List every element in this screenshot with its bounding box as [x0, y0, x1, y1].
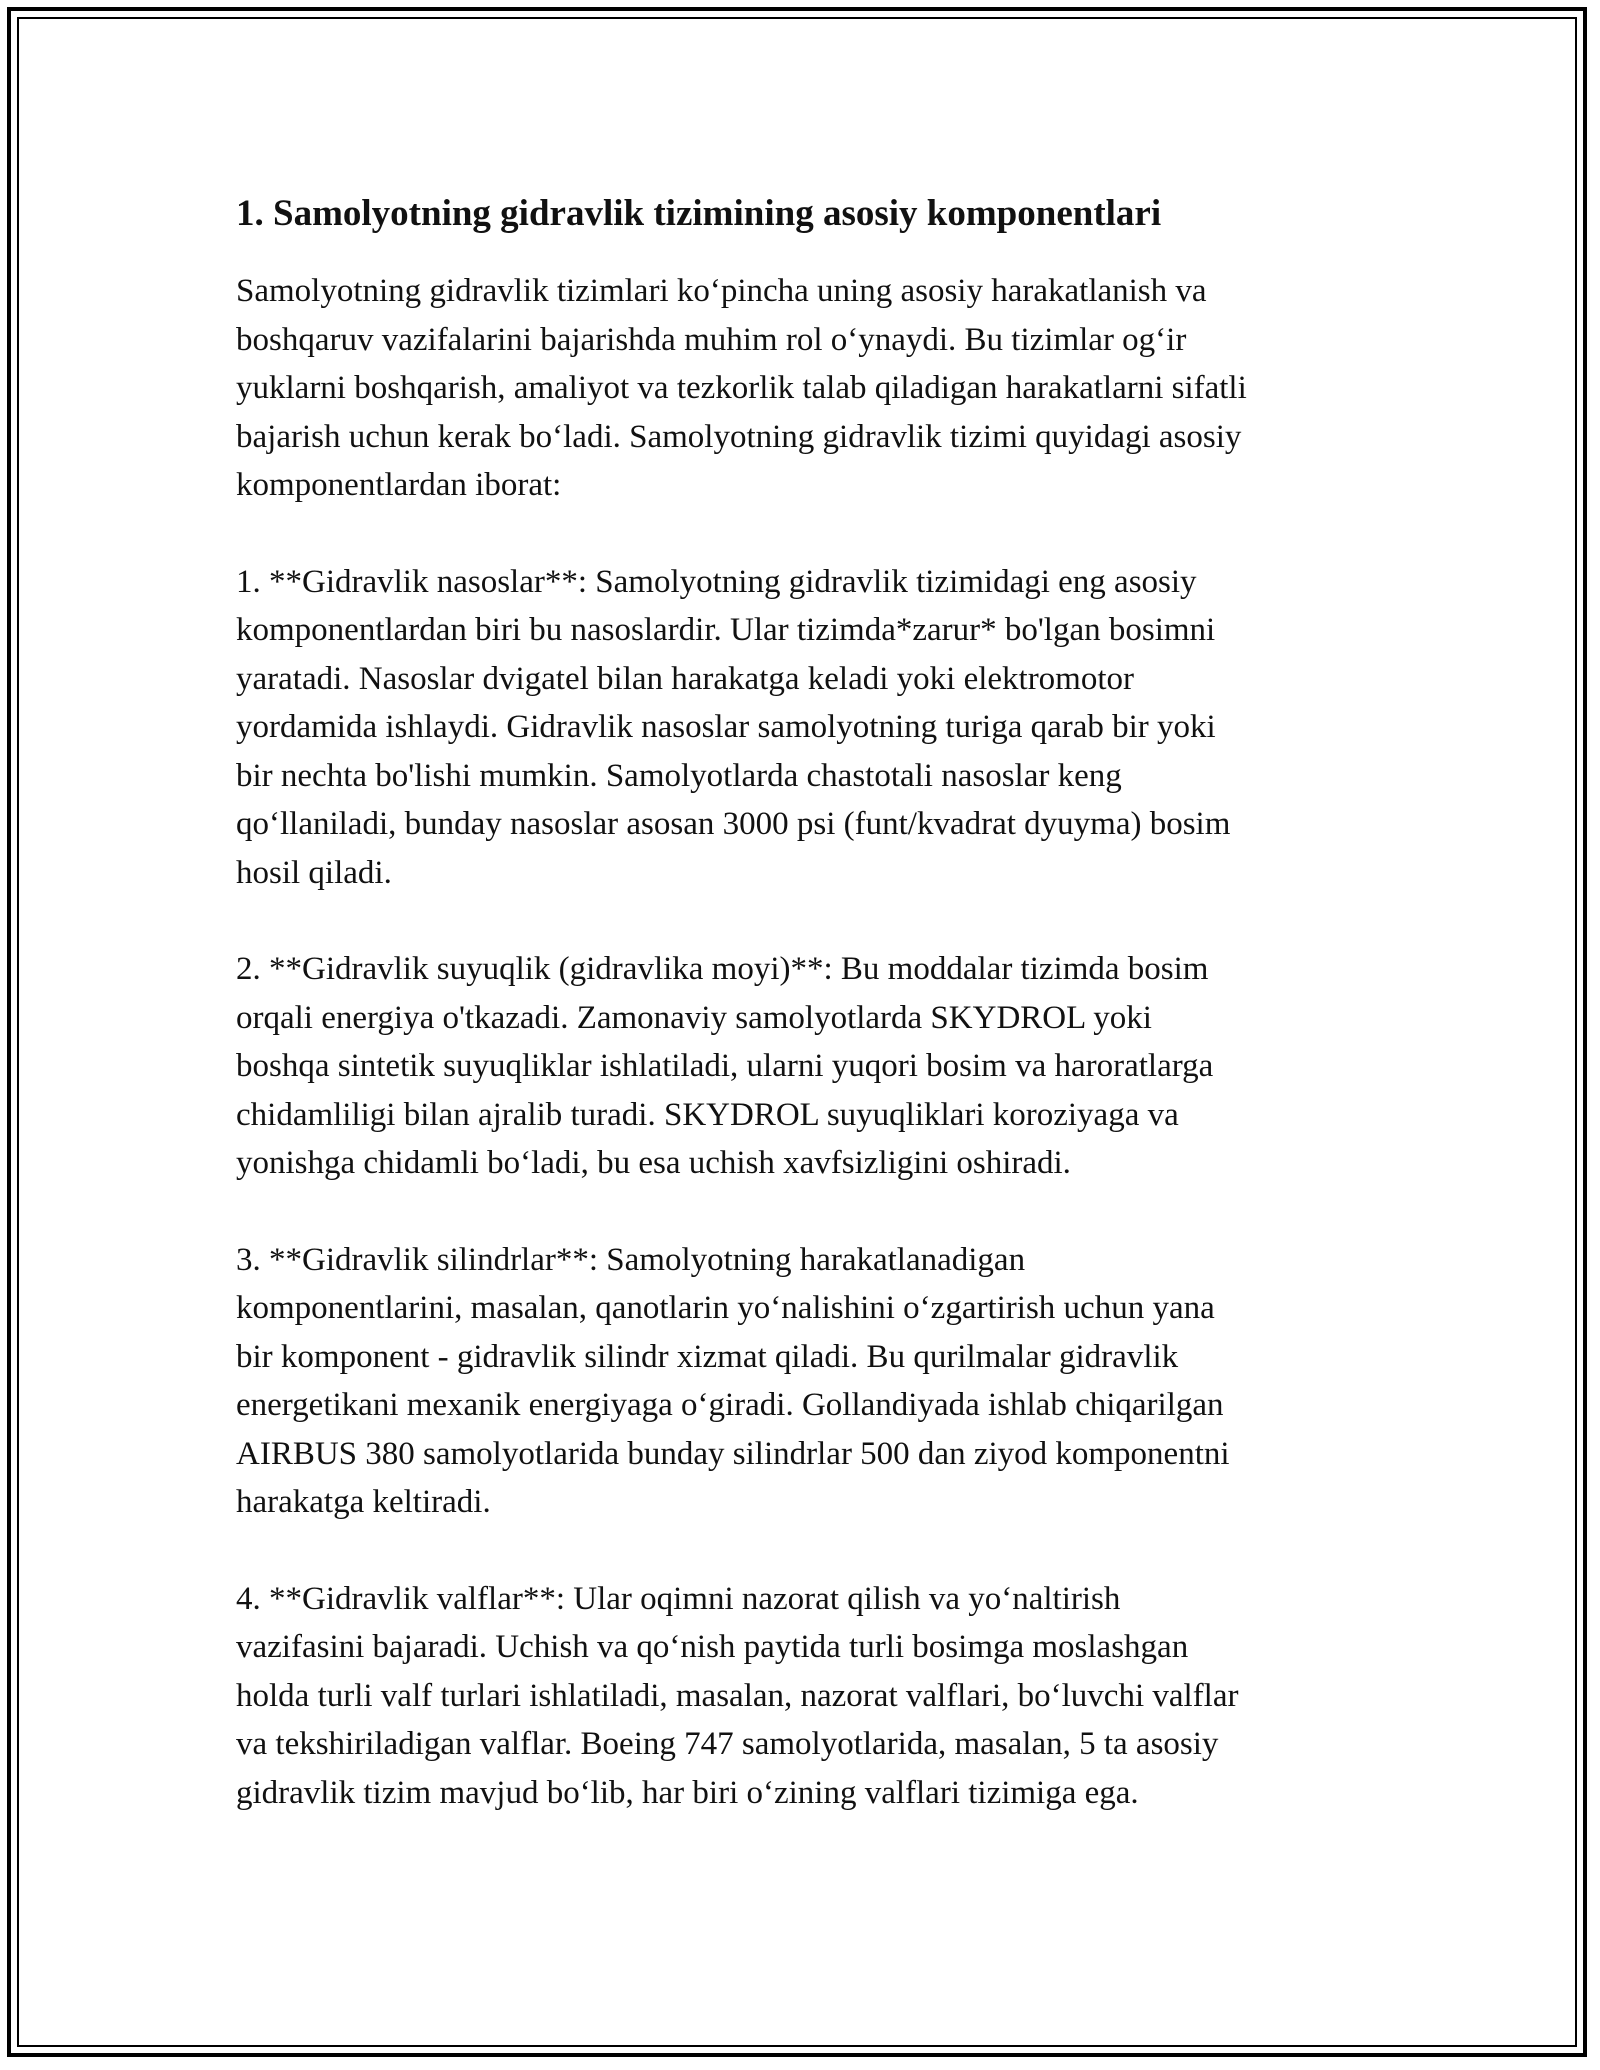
section-heading: 1. Samolyotning gidravlik tizimining asosiy komponentlari	[236, 193, 1162, 234]
list-item-hydraulic-pumps: 1. **Gidravlik nasoslar**: Samolyotning gidravlik tizimidagi eng asosiy komponentlardan biri bu nasoslardir. Ular tizimda*zarur* bo'lgan bosimni yaratadi. Nasoslar dvigatel bilan harakatga keladi yoki elektromotor yordamida ishlaydi. Gidravlik nasoslar samolyotning turiga qarab bir yoki bir nechta bo'lishi mumkin. Samolyotlarda chastotali nasoslar keng qo‘llaniladi, bunday nasoslar asosan 3000 psi (funt/kvadrat dyuyma) bosim hosil qiladi.	[236, 563, 1231, 891]
document-body	[236, 185, 1376, 1865]
list-item-hydraulic-fluid: 2. **Gidravlik suyuqlik (gidravlika moyi)**: Bu moddalar tizimda bosim orqali energiya o'tkazadi. Zamonaviy samolyotlarda SKYDROL yoki boshqa sintetik suyuqliklar ishlatiladi, ularni yuqori bosim va haroratlarga chidamliligi bilan ajralib turadi. SKYDROL suyuqliklari koroziyaga va yonishga chidamli bo‘ladi, bu esa uchish xavfsizligini oshiradi.	[236, 951, 1214, 1181]
intro-paragraph: Samolyotning gidravlik tizimlari ko‘pincha uning asosiy harakatlanish va boshqaruv vazifalarini bajarishda muhim rol o‘ynaydi. Bu tizimlar og‘ir yuklarni boshqarish, amaliyot va tezkorlik talab qiladigan harakatlarni sifatli bajarish uchun kerak bo‘ladi. Samolyotning gidravlik tizimi quyidagi asosiy komponentlardan iborat:	[236, 273, 1247, 503]
list-item-hydraulic-valves: 4. **Gidravlik valflar**: Ular oqimni nazorat qilish va yo‘naltirish vazifasini bajaradi. Uchish va qo‘nish paytida turli bosimga moslashgan holda turli valf turlari ishlatiladi, masalan, nazorat valflari, bo‘luvchi valflar va tekshiriladigan valflar. Boeing 747 samolyotlarida, masalan, 5 ta asosiy gidravlik tizim mavjud bo‘lib, har biri o‘zining valflari tizimiga ega.	[236, 1580, 1239, 1811]
list-item-hydraulic-cylinders: 3. **Gidravlik silindrlar**: Samolyotning harakatlanadigan komponentlarini, masalan, qanotlarin yo‘nalishini o‘zgartirish uchun yana bir komponent - gidravlik silindr xizmat qiladi. Bu qurilmalar gidravlik energetikani mexanik energiyaga o‘giradi. Gollandiyada ishlab chiqarilgan AIRBUS 380 samolyotlarida bunday silindrlar 500 dan ziyod komponentni harakatga keltiradi.	[236, 1241, 1230, 1520]
